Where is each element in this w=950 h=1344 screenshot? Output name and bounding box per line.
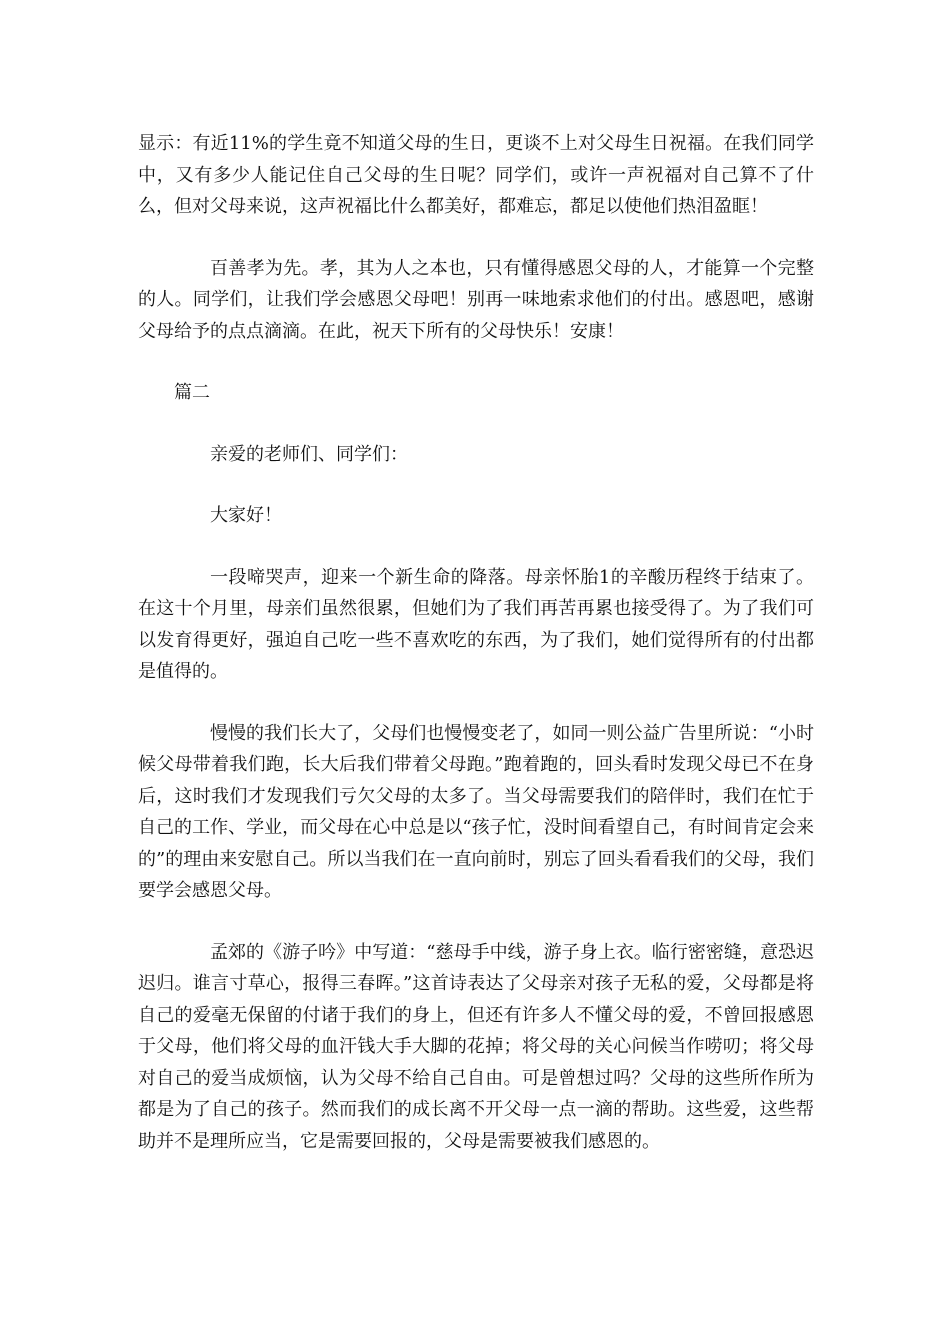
section-heading: 篇二 <box>174 382 210 403</box>
paragraph-filial-piety: 百善孝为先。孝，其为人之本也，只有懂得感恩父母的人，才能算一个完整的人。同学们，让我们学会感恩父母吧！别再一味地索求他们的付出。感恩吧，感谢父母给予的点点滴滴。在此，祝天下所有的父母快乐！安康！ <box>138 257 814 342</box>
document-page <box>138 128 814 1187</box>
paragraph-growing-up: 慢慢的我们长大了，父母们也慢慢变老了，如同一则公益广告里所说：“小时候父母带着我们跑，长大后我们带着父母跑。”跑着跑的，回头看时发现父母已不在身后，这时我们才发现我们亏欠父母的太多了。当父母需要我们的陪伴时，我们在忙于自己的工作、学业，而父母在心中总是以“孩子忙，没时间看望自己，有时间肯定会来的”的理由来安慰自己。所以当我们在一直向前时，别忘了回头看看我们的父母，我们要学会感恩父母。 <box>138 722 814 901</box>
salutation: 亲爱的老师们、同学们： <box>210 443 408 465</box>
greeting: 大家好！ <box>210 505 282 526</box>
paragraph-youziyin: 孟郊的《游子吟》中写道：“慈母手中线，游子身上衣。临行密密缝，意恐迟迟归。谁言寸草心，报得三春晖。”这首诗表达了父母亲对孩子无私的爱，父母都是将自己的爱毫无保留的付诸于我们的身上，但还有许多人不懂父母的爱，不曾回报感恩于父母，他们将父母的血汗钱大手大脚的花掉；将父母的关心问候当作唠叨；将父母对自己的爱当成烦恼，认为父母不给自己自由。可是曾想过吗？父母的这些所作所为都是为了自己的孩子。然而我们的成长离不开父母一点一滴的帮助。这些爱，这些帮助并不是理所应当，它是需要回报的，父母是需要被我们感恩的。 <box>138 941 814 1152</box>
paragraph-birth: 一段啼哭声，迎来一个新生命的降落。母亲怀胎1的辛酸历程终于结束了。在这十个月里，母亲们虽然很累，但她们为了我们再苦再累也接受得了。为了我们可以发育得更好，强迫自己吃一些不喜欢吃的东西，为了我们，她们觉得所有的付出都是值得的。 <box>138 566 814 682</box>
paragraph-birthday-survey: 显示：有近11%的学生竟不知道父母的生日，更谈不上对父母生日祝福。在我们同学中，又有多少人能记住自己父母的生日呢？同学们，或许一声祝福对自己算不了什么，但对父母来说，这声祝福比什么都美好，都难忘，都足以使他们热泪盈眶！ <box>138 133 814 217</box>
